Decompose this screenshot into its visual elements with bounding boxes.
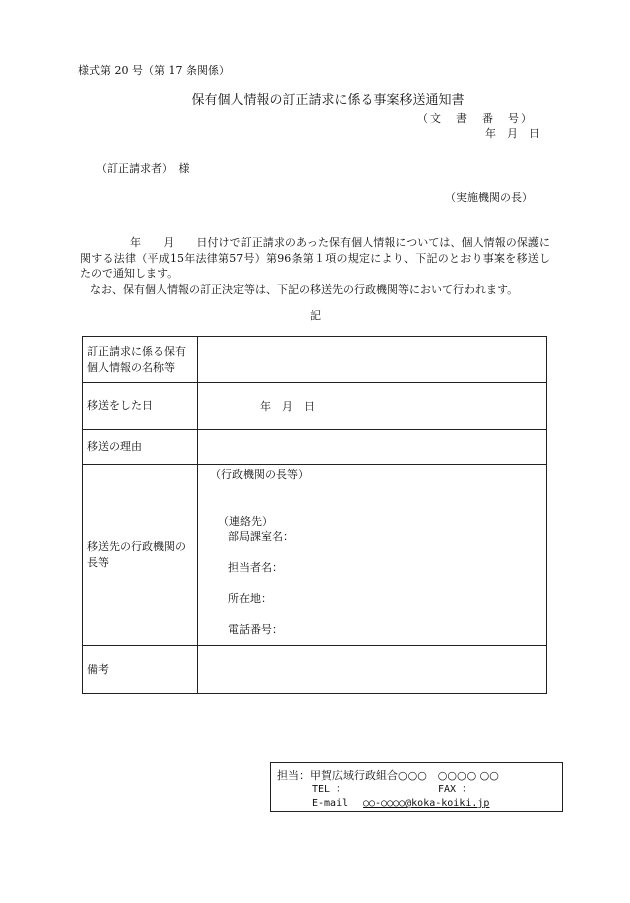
dest-address: 所在地： [228, 592, 272, 605]
table-row [83, 646, 547, 694]
destination-cell[interactable] [198, 465, 547, 646]
ki-marker: 記 [310, 309, 321, 322]
document-number: （文 書 番 号） [417, 112, 534, 125]
requester-line: （訂正請求者） 様 [96, 162, 190, 175]
remarks-cell[interactable] [198, 646, 547, 694]
dest-person: 担当者名： [228, 561, 283, 574]
info-name-cell[interactable] [198, 337, 547, 383]
dest-phone: 電話番号： [228, 623, 283, 636]
contact-box [270, 762, 563, 812]
table-row [83, 337, 547, 383]
reason-cell[interactable] [198, 430, 547, 465]
contact-email-link[interactable]: ○○-○○○○@koka-koiki.jp [363, 798, 490, 809]
row-label-destination: 移送先の行政機関の長等 [83, 465, 198, 646]
row-label-transfer-date: 移送をした日 [83, 383, 198, 430]
table-row [83, 465, 547, 646]
row-label-reason: 移送の理由 [83, 430, 198, 465]
body-paragraph-2: なお、保有個人情報の訂正決定等は、下記の移送先の行政機関等において行われます。 [90, 283, 519, 296]
page-title: 保有個人情報の訂正請求に係る事案移送通知書 [191, 93, 465, 108]
contact-fax: FAX ： [438, 784, 473, 795]
row-label-remarks: 備考 [83, 646, 198, 694]
table-row [83, 383, 547, 430]
details-table [82, 336, 547, 694]
dest-contact-label: （連絡先） [218, 515, 273, 528]
document-date: 年 月 日 [485, 127, 540, 140]
body-paragraph-1: 年 月 日付けで訂正請求のあった保有個人情報については、個人情報の保護に関する法律（平成15年法律第57号）第96条第１項の規定により、下記のとおり事案を移送したので通知します。 [80, 236, 550, 280]
dest-head: （行政機関の長等） [210, 468, 309, 481]
table-row [83, 430, 547, 465]
contact-tel: TEL ： [312, 784, 347, 795]
contact-email-label: E-mail [312, 798, 349, 809]
row-label-info-name: 訂正請求に係る保有個人情報の名称等 [83, 337, 198, 383]
contact-person: 担当：甲賀広域行政組合○○○ ○○○○ ○○ [277, 769, 499, 782]
form-number: 様式第 20 号（第 17 条関係） [78, 64, 230, 77]
dest-dept: 部局課室名： [228, 530, 294, 543]
transfer-date-cell[interactable]: 年 月 日 [198, 383, 547, 430]
issuer-line: （実施機関の長） [445, 191, 533, 204]
